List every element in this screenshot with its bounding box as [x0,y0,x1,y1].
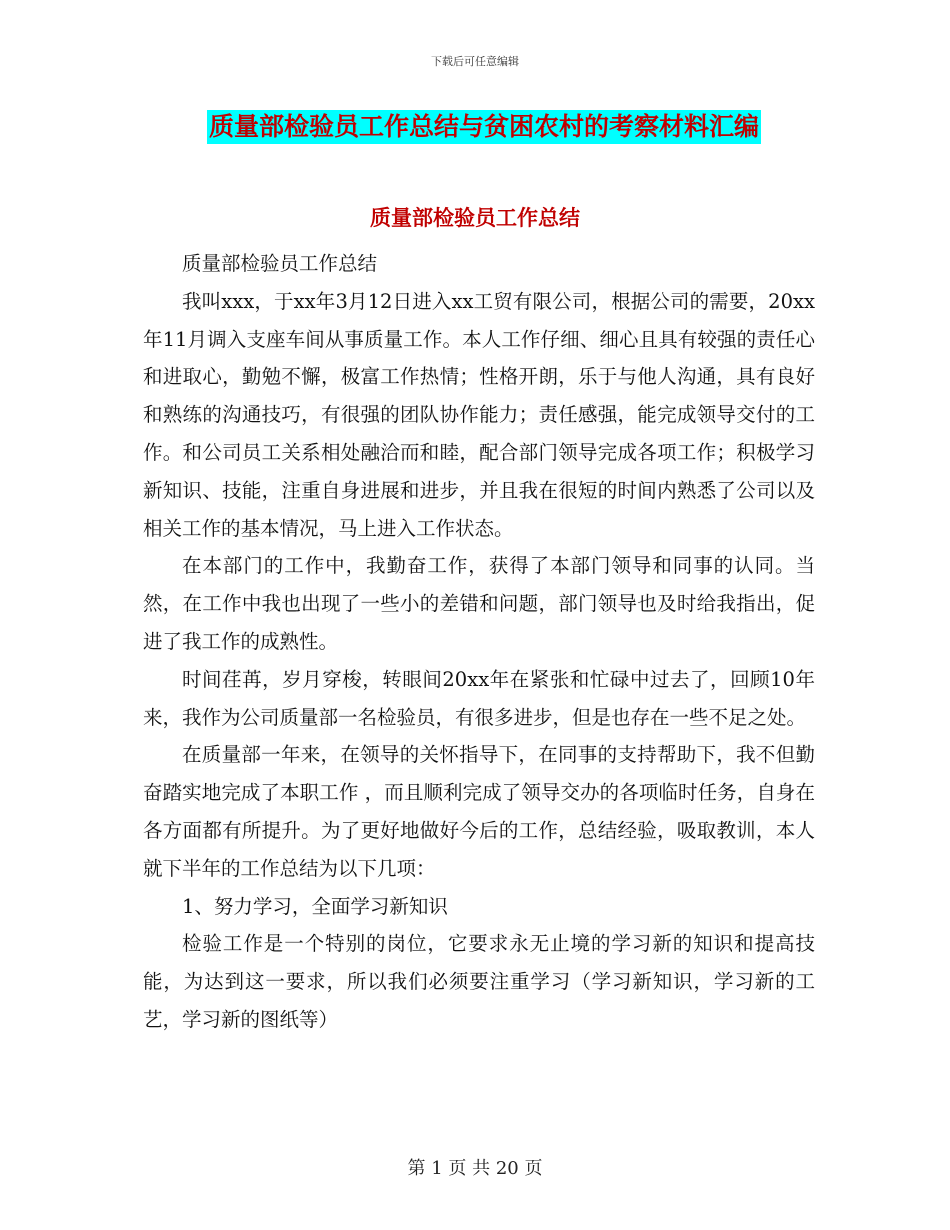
paragraph: 在本部门的工作中，我勤奋工作，获得了本部门领导和同事的认同。当然，在工作中我也出现了一些小的差错和问题，部门领导也及时给我指出，促进了我工作的成熟性。 [143,554,815,653]
paragraph: 时间荏苒，岁月穿梭，转眼间20xx年在紧张和忙碌中过去了，回顾10年来，我作为公司质量部一名检验员，有很多进步，但是也存在一些不足之处。 [143,667,815,729]
paragraph: 我叫xxx，于xx年3月12日进入xx工贸有限公司，根据公司的需要，20xx年11月调入支座车间从事质量工作。本人工作仔细、细心且具有较强的责任心和进取心，勤勉不懈，极富工作热情；性格开朗，乐于与他人沟通，具有良好和熟练的沟通技巧，有很强的团队协作能力；责任感强，能完成领导交付的工作。和公司员工关系相处融洽而和睦，配合部门领导完成各项工作；积极学习新知识、技能，注重自身进展和进步，并且我在很短的时间内熟悉了公司以及相关工作的基本情况，马上进入工作状态。 [143,289,815,540]
header-note: 下载后可任意编辑 [431,55,519,68]
paragraph: 质量部检验员工作总结 [182,252,378,275]
body-text [143,245,815,1039]
paragraph: 检验工作是一个特别的岗位，它要求永无止境的学习新的知识和提高技能，为达到这一要求，所以我们必须要注重学习（学习新知识，学习新的工艺，学习新的图纸等） [143,932,815,1031]
section-title: 质量部检验员工作总结 [370,206,580,230]
paragraph: 在质量部一年来，在领导的关怀指导下，在同事的支持帮助下，我不但勤奋踏实地完成了本职工作 ，而且顺利完成了领导交办的各项临时任务，自身在各方面都有所提升。为了更好地做好今后的工作，总结经验，吸取教训，本人就下半年的工作总结为以下几项： [143,743,815,880]
page-number-footer: 第 1 页 共 20 页 [407,1158,543,1179]
paragraph-heading: 1、努力学习，全面学习新知识 [182,894,448,918]
document-title: 质量部检验员工作总结与贫困农村的考察材料汇编 [207,110,761,144]
